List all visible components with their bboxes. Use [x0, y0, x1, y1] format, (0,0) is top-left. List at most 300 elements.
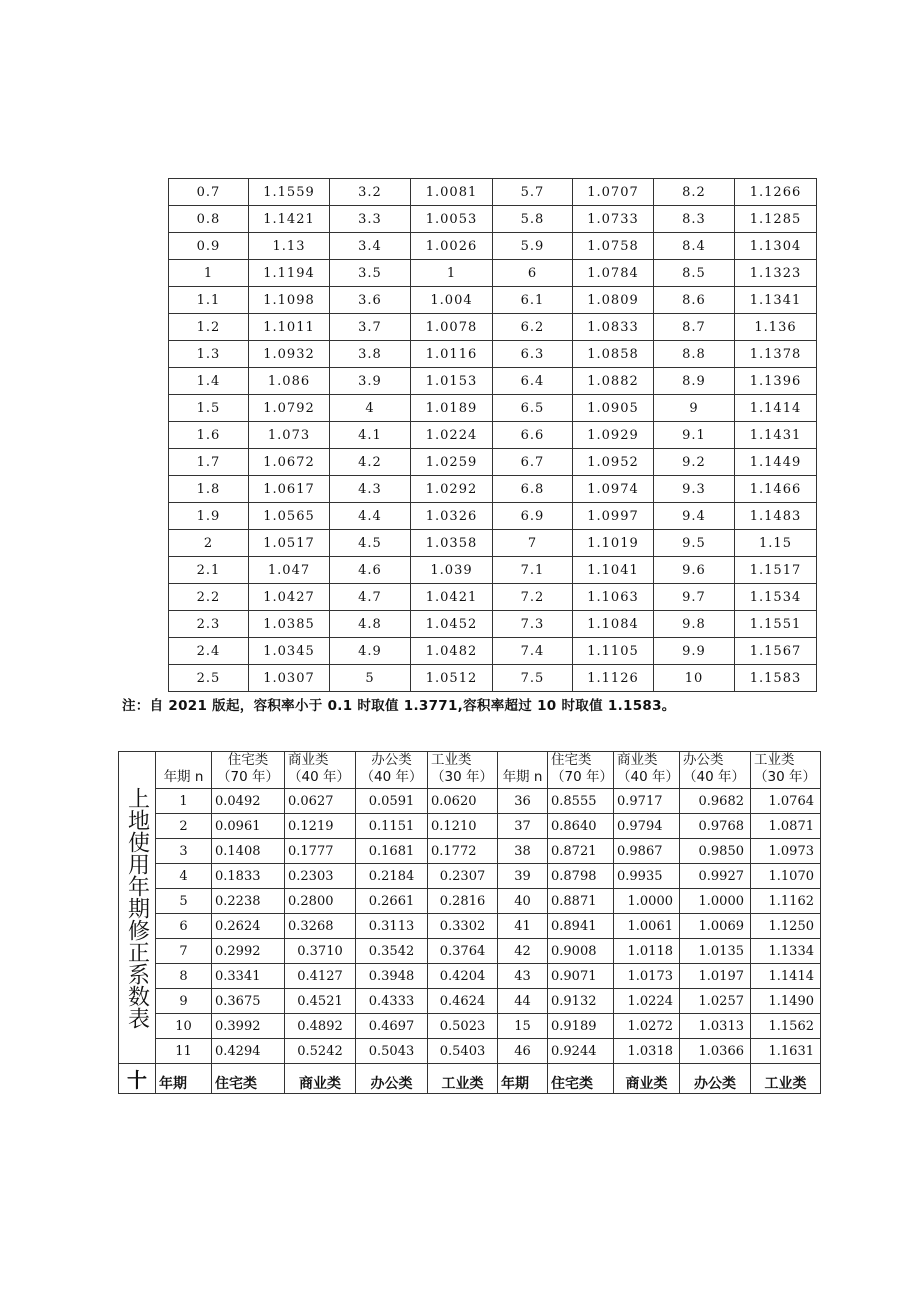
- term-year-cell: 5: [156, 889, 212, 914]
- coefficient-cell: 0.2992: [212, 939, 285, 964]
- correction-coefficient-cell: 1.1449: [735, 449, 817, 476]
- far-value-cell: 1.4: [169, 368, 249, 395]
- far-value-cell: 3.6: [330, 287, 411, 314]
- coefficient-cell: 1.1070: [751, 864, 821, 889]
- far-value-cell: 1: [169, 260, 249, 287]
- table-row: [119, 1039, 821, 1064]
- correction-coefficient-cell: 1.0997: [573, 503, 654, 530]
- coefficient-cell: 1.0000: [680, 889, 751, 914]
- correction-coefficient-cell: 1.0707: [573, 179, 654, 206]
- floor-area-ratio-table: [168, 178, 817, 692]
- table-row: [119, 789, 821, 814]
- far-value-cell: 1.3: [169, 341, 249, 368]
- term-year-cell: 6: [156, 914, 212, 939]
- table-row: [119, 914, 821, 939]
- correction-coefficient-cell: 1.1341: [735, 287, 817, 314]
- far-value-cell: 0.7: [169, 179, 249, 206]
- correction-coefficient-cell: 1.073: [249, 422, 330, 449]
- far-value-cell: 2.3: [169, 611, 249, 638]
- table-row: [169, 665, 817, 692]
- far-value-cell: 3.5: [330, 260, 411, 287]
- far-value-cell: 9.9: [654, 638, 735, 665]
- correction-coefficient-cell: 1.1431: [735, 422, 817, 449]
- correction-coefficient-cell: 1.0452: [411, 611, 493, 638]
- coefficient-cell: 1.0197: [680, 964, 751, 989]
- far-value-cell: 1.1: [169, 287, 249, 314]
- coefficient-cell: 0.8721: [548, 839, 614, 864]
- far-value-cell: 9.5: [654, 530, 735, 557]
- far-value-cell: 5.7: [493, 179, 573, 206]
- correction-coefficient-cell: 1.0672: [249, 449, 330, 476]
- correction-coefficient-cell: 1.13: [249, 233, 330, 260]
- far-value-cell: 9: [654, 395, 735, 422]
- coefficient-cell: 1.1250: [751, 914, 821, 939]
- correction-coefficient-cell: 1.1285: [735, 206, 817, 233]
- correction-coefficient-cell: 1.0833: [573, 314, 654, 341]
- coefficient-cell: 0.2624: [212, 914, 285, 939]
- far-value-cell: 1.7: [169, 449, 249, 476]
- correction-coefficient-cell: 1.136: [735, 314, 817, 341]
- far-value-cell: 3.7: [330, 314, 411, 341]
- correction-coefficient-cell: 1.0809: [573, 287, 654, 314]
- correction-coefficient-cell: 1.0792: [249, 395, 330, 422]
- coefficient-cell: 0.3542: [356, 939, 428, 964]
- far-value-cell: 0.8: [169, 206, 249, 233]
- far-value-cell: 8.2: [654, 179, 735, 206]
- coefficient-cell: 1.0313: [680, 1014, 751, 1039]
- far-value-cell: 5.8: [493, 206, 573, 233]
- far-value-cell: 2.1: [169, 557, 249, 584]
- correction-coefficient-cell: 1.1421: [249, 206, 330, 233]
- correction-coefficient-cell: 1.0224: [411, 422, 493, 449]
- table-row: [169, 260, 817, 287]
- coefficient-cell: 0.9244: [548, 1039, 614, 1064]
- far-value-cell: 0.9: [169, 233, 249, 260]
- coefficient-cell: 0.8871: [548, 889, 614, 914]
- coefficient-cell: 0.8798: [548, 864, 614, 889]
- far-value-cell: 1.8: [169, 476, 249, 503]
- far-value-cell: 4.3: [330, 476, 411, 503]
- table-row: [119, 939, 821, 964]
- table-row: [169, 611, 817, 638]
- coefficient-cell: 0.5023: [428, 1014, 498, 1039]
- header-term-2: 年期 n: [498, 752, 548, 789]
- far-value-cell: 1.5: [169, 395, 249, 422]
- correction-coefficient-cell: 1.047: [249, 557, 330, 584]
- far-table-note: 注：自 2021 版起，容积率小于 0.1 时取值 1.3771,容积率超过 10 时取值 1.1583。: [122, 698, 676, 714]
- correction-coefficient-cell: 1.0307: [249, 665, 330, 692]
- correction-coefficient-cell: 1.1304: [735, 233, 817, 260]
- correction-coefficient-cell: 1.0153: [411, 368, 493, 395]
- next-table-header-cell: 住宅类: [212, 1064, 285, 1094]
- coefficient-cell: 1.0000: [614, 889, 680, 914]
- term-year-cell: 4: [156, 864, 212, 889]
- coefficient-cell: 0.1151: [356, 814, 428, 839]
- coefficient-cell: 0.3268: [285, 914, 356, 939]
- correction-coefficient-cell: 1.0259: [411, 449, 493, 476]
- far-value-cell: 4.7: [330, 584, 411, 611]
- coefficient-cell: 0.2238: [212, 889, 285, 914]
- table-row: [119, 864, 821, 889]
- coefficient-cell: 0.4294: [212, 1039, 285, 1064]
- coefficient-cell: 0.9927: [680, 864, 751, 889]
- coefficient-cell: 0.5043: [356, 1039, 428, 1064]
- correction-coefficient-cell: 1.1567: [735, 638, 817, 665]
- correction-coefficient-cell: 1.1063: [573, 584, 654, 611]
- table-row: [119, 964, 821, 989]
- far-value-cell: 7: [493, 530, 573, 557]
- table-row: [119, 814, 821, 839]
- far-value-cell: 3.9: [330, 368, 411, 395]
- coefficient-cell: 0.3764: [428, 939, 498, 964]
- next-table-header-row: [119, 1064, 821, 1094]
- far-value-cell: 9.4: [654, 503, 735, 530]
- term-year-cell: 44: [498, 989, 548, 1014]
- correction-coefficient-cell: 1.1466: [735, 476, 817, 503]
- coefficient-cell: 0.1772: [428, 839, 498, 864]
- table-row: [169, 638, 817, 665]
- term-year-cell: 15: [498, 1014, 548, 1039]
- term-year-cell: 36: [498, 789, 548, 814]
- coefficient-cell: 1.1631: [751, 1039, 821, 1064]
- far-value-cell: 3.2: [330, 179, 411, 206]
- far-value-cell: 10: [654, 665, 735, 692]
- correction-coefficient-cell: 1.1041: [573, 557, 654, 584]
- table-row: [119, 989, 821, 1014]
- correction-coefficient-cell: 1.004: [411, 287, 493, 314]
- correction-coefficient-cell: 1.0733: [573, 206, 654, 233]
- next-table-header-cell: 工业类: [751, 1064, 821, 1094]
- correction-coefficient-cell: 1.0326: [411, 503, 493, 530]
- far-value-cell: 7.1: [493, 557, 573, 584]
- correction-coefficient-cell: 1.0758: [573, 233, 654, 260]
- far-value-cell: 8.3: [654, 206, 735, 233]
- far-value-cell: 7.3: [493, 611, 573, 638]
- correction-coefficient-cell: 1.0078: [411, 314, 493, 341]
- far-value-cell: 9.1: [654, 422, 735, 449]
- correction-coefficient-cell: 1.0932: [249, 341, 330, 368]
- far-value-cell: 4: [330, 395, 411, 422]
- correction-coefficient-cell: 1.1551: [735, 611, 817, 638]
- coefficient-cell: 0.1210: [428, 814, 498, 839]
- far-value-cell: 5.9: [493, 233, 573, 260]
- far-value-cell: 5: [330, 665, 411, 692]
- table-row: [119, 839, 821, 864]
- coefficient-cell: 1.0318: [614, 1039, 680, 1064]
- coefficient-cell: 0.1777: [285, 839, 356, 864]
- coefficient-cell: 0.4521: [285, 989, 356, 1014]
- coefficient-cell: 0.9850: [680, 839, 751, 864]
- correction-coefficient-cell: 1.1266: [735, 179, 817, 206]
- far-value-cell: 6.3: [493, 341, 573, 368]
- coefficient-cell: 0.4333: [356, 989, 428, 1014]
- coefficient-cell: 0.0492: [212, 789, 285, 814]
- table-row: [169, 476, 817, 503]
- far-value-cell: 7.2: [493, 584, 573, 611]
- header-residential: 住宅类（70 年）: [212, 752, 285, 789]
- next-table-header-cell: 商业类: [614, 1064, 680, 1094]
- term-year-cell: 46: [498, 1039, 548, 1064]
- coefficient-cell: 0.3341: [212, 964, 285, 989]
- coefficient-cell: 1.0973: [751, 839, 821, 864]
- term-year-cell: 7: [156, 939, 212, 964]
- correction-coefficient-cell: 1.0482: [411, 638, 493, 665]
- far-value-cell: 8.9: [654, 368, 735, 395]
- term-year-cell: 10: [156, 1014, 212, 1039]
- coefficient-cell: 1.0764: [751, 789, 821, 814]
- far-value-cell: 4.8: [330, 611, 411, 638]
- far-value-cell: 1.6: [169, 422, 249, 449]
- correction-coefficient-cell: 1.1414: [735, 395, 817, 422]
- far-value-cell: 6.1: [493, 287, 573, 314]
- correction-coefficient-cell: 1.0952: [573, 449, 654, 476]
- coefficient-cell: 1.0173: [614, 964, 680, 989]
- coefficient-cell: 0.1681: [356, 839, 428, 864]
- coefficient-cell: 0.3302: [428, 914, 498, 939]
- term-year-cell: 11: [156, 1039, 212, 1064]
- coefficient-cell: 0.8555: [548, 789, 614, 814]
- far-value-cell: 1.9: [169, 503, 249, 530]
- header-office: 办公类（40 年）: [356, 752, 428, 789]
- coefficient-cell: 1.0366: [680, 1039, 751, 1064]
- coefficient-cell: 0.9008: [548, 939, 614, 964]
- header-residential-2: 住宅类（70 年）: [548, 752, 614, 789]
- far-value-cell: 4.5: [330, 530, 411, 557]
- correction-coefficient-cell: 1.0565: [249, 503, 330, 530]
- term-year-cell: 42: [498, 939, 548, 964]
- far-value-cell: 4.9: [330, 638, 411, 665]
- table-row: [169, 503, 817, 530]
- correction-coefficient-cell: 1.0421: [411, 584, 493, 611]
- term-year-cell: 38: [498, 839, 548, 864]
- coefficient-cell: 0.4892: [285, 1014, 356, 1039]
- term-table-header-row: [119, 752, 821, 789]
- far-value-cell: 8.5: [654, 260, 735, 287]
- coefficient-cell: 0.3992: [212, 1014, 285, 1039]
- coefficient-cell: 1.0272: [614, 1014, 680, 1039]
- coefficient-cell: 0.4204: [428, 964, 498, 989]
- header-commercial: 商业类（40 年）: [285, 752, 356, 789]
- coefficient-cell: 0.2816: [428, 889, 498, 914]
- correction-coefficient-cell: 1.0974: [573, 476, 654, 503]
- coefficient-cell: 0.5242: [285, 1039, 356, 1064]
- correction-coefficient-cell: 1.1517: [735, 557, 817, 584]
- term-year-cell: 43: [498, 964, 548, 989]
- correction-coefficient-cell: 1.086: [249, 368, 330, 395]
- header-industrial-2: 工业类（30 年）: [751, 752, 821, 789]
- coefficient-cell: 0.9867: [614, 839, 680, 864]
- coefficient-cell: 0.4624: [428, 989, 498, 1014]
- coefficient-cell: 0.2303: [285, 864, 356, 889]
- correction-coefficient-cell: 1.0385: [249, 611, 330, 638]
- coefficient-cell: 0.3710: [285, 939, 356, 964]
- coefficient-cell: 0.0627: [285, 789, 356, 814]
- coefficient-cell: 0.2800: [285, 889, 356, 914]
- term-year-cell: 3: [156, 839, 212, 864]
- far-value-cell: 3.4: [330, 233, 411, 260]
- table-row: [169, 314, 817, 341]
- coefficient-cell: 0.3675: [212, 989, 285, 1014]
- table-row: [119, 889, 821, 914]
- correction-coefficient-cell: 1.1011: [249, 314, 330, 341]
- coefficient-cell: 1.0257: [680, 989, 751, 1014]
- correction-coefficient-cell: 1.0189: [411, 395, 493, 422]
- coefficient-cell: 0.0620: [428, 789, 498, 814]
- coefficient-cell: 0.3948: [356, 964, 428, 989]
- correction-coefficient-cell: 1.039: [411, 557, 493, 584]
- coefficient-cell: 0.2661: [356, 889, 428, 914]
- term-year-cell: 41: [498, 914, 548, 939]
- table-row: [169, 287, 817, 314]
- land-use-term-correction-table: [118, 751, 821, 1094]
- table-row: [169, 449, 817, 476]
- term-table-title: 上地使用年期修正系数表: [119, 752, 156, 1064]
- correction-coefficient-cell: 1.0784: [573, 260, 654, 287]
- far-value-cell: 9.3: [654, 476, 735, 503]
- correction-coefficient-cell: 1.1534: [735, 584, 817, 611]
- correction-coefficient-cell: 1.0081: [411, 179, 493, 206]
- far-value-cell: 2.5: [169, 665, 249, 692]
- correction-coefficient-cell: 1.1105: [573, 638, 654, 665]
- correction-coefficient-cell: 1.0517: [249, 530, 330, 557]
- coefficient-cell: 0.9935: [614, 864, 680, 889]
- correction-coefficient-cell: 1.1323: [735, 260, 817, 287]
- far-value-cell: 6.7: [493, 449, 573, 476]
- coefficient-cell: 0.0591: [356, 789, 428, 814]
- far-value-cell: 9.2: [654, 449, 735, 476]
- correction-coefficient-cell: 1.0053: [411, 206, 493, 233]
- far-value-cell: 8.8: [654, 341, 735, 368]
- far-value-cell: 3.3: [330, 206, 411, 233]
- table-row: [169, 368, 817, 395]
- far-value-cell: 6.6: [493, 422, 573, 449]
- table-row: [169, 206, 817, 233]
- header-commercial-2: 商业类（40 年）: [614, 752, 680, 789]
- correction-coefficient-cell: 1.0427: [249, 584, 330, 611]
- far-value-cell: 6.8: [493, 476, 573, 503]
- table-row: [169, 530, 817, 557]
- coefficient-cell: 1.1562: [751, 1014, 821, 1039]
- correction-coefficient-cell: 1.0617: [249, 476, 330, 503]
- table-row: [169, 233, 817, 260]
- correction-coefficient-cell: 1: [411, 260, 493, 287]
- far-value-cell: 2: [169, 530, 249, 557]
- coefficient-cell: 0.3113: [356, 914, 428, 939]
- coefficient-cell: 0.9071: [548, 964, 614, 989]
- correction-coefficient-cell: 1.15: [735, 530, 817, 557]
- correction-coefficient-cell: 1.0292: [411, 476, 493, 503]
- far-value-cell: 8.6: [654, 287, 735, 314]
- coefficient-cell: 0.9189: [548, 1014, 614, 1039]
- next-table-title-fragment: 十: [119, 1064, 156, 1094]
- table-row: [169, 341, 817, 368]
- correction-coefficient-cell: 1.0116: [411, 341, 493, 368]
- correction-coefficient-cell: 1.0358: [411, 530, 493, 557]
- coefficient-cell: 1.1162: [751, 889, 821, 914]
- next-table-header-cell: 办公类: [356, 1064, 428, 1094]
- next-table-header-cell: 工业类: [428, 1064, 498, 1094]
- coefficient-cell: 0.4127: [285, 964, 356, 989]
- correction-coefficient-cell: 1.0882: [573, 368, 654, 395]
- far-value-cell: 3.8: [330, 341, 411, 368]
- next-table-header-cell: 办公类: [680, 1064, 751, 1094]
- correction-coefficient-cell: 1.1098: [249, 287, 330, 314]
- correction-coefficient-cell: 1.1559: [249, 179, 330, 206]
- table-row: [169, 179, 817, 206]
- far-value-cell: 4.1: [330, 422, 411, 449]
- coefficient-cell: 0.8640: [548, 814, 614, 839]
- far-value-cell: 2.4: [169, 638, 249, 665]
- coefficient-cell: 1.0061: [614, 914, 680, 939]
- correction-coefficient-cell: 1.1378: [735, 341, 817, 368]
- coefficient-cell: 0.9717: [614, 789, 680, 814]
- correction-coefficient-cell: 1.1194: [249, 260, 330, 287]
- coefficient-cell: 1.0118: [614, 939, 680, 964]
- far-value-cell: 6.5: [493, 395, 573, 422]
- far-value-cell: 9.7: [654, 584, 735, 611]
- term-year-cell: 8: [156, 964, 212, 989]
- next-table-header-cell: 年期: [498, 1064, 548, 1094]
- far-value-cell: 6.2: [493, 314, 573, 341]
- term-year-cell: 37: [498, 814, 548, 839]
- next-table-header-cell: 住宅类: [548, 1064, 614, 1094]
- correction-coefficient-cell: 1.1483: [735, 503, 817, 530]
- table-row: [169, 584, 817, 611]
- correction-coefficient-cell: 1.1126: [573, 665, 654, 692]
- coefficient-cell: 1.1334: [751, 939, 821, 964]
- correction-coefficient-cell: 1.1019: [573, 530, 654, 557]
- far-value-cell: 8.4: [654, 233, 735, 260]
- correction-coefficient-cell: 1.1583: [735, 665, 817, 692]
- far-value-cell: 9.6: [654, 557, 735, 584]
- coefficient-cell: 1.1414: [751, 964, 821, 989]
- coefficient-cell: 0.4697: [356, 1014, 428, 1039]
- far-value-cell: 6: [493, 260, 573, 287]
- term-year-cell: 1: [156, 789, 212, 814]
- coefficient-cell: 0.1833: [212, 864, 285, 889]
- coefficient-cell: 0.9132: [548, 989, 614, 1014]
- correction-coefficient-cell: 1.0929: [573, 422, 654, 449]
- far-value-cell: 4.2: [330, 449, 411, 476]
- next-table-header-cell: 商业类: [285, 1064, 356, 1094]
- correction-coefficient-cell: 1.0345: [249, 638, 330, 665]
- correction-coefficient-cell: 1.0905: [573, 395, 654, 422]
- term-year-cell: 40: [498, 889, 548, 914]
- coefficient-cell: 0.2184: [356, 864, 428, 889]
- coefficient-cell: 0.8941: [548, 914, 614, 939]
- table-row: [169, 395, 817, 422]
- header-term: 年期 n: [156, 752, 212, 789]
- correction-coefficient-cell: 1.1084: [573, 611, 654, 638]
- coefficient-cell: 1.0135: [680, 939, 751, 964]
- coefficient-cell: 0.1219: [285, 814, 356, 839]
- far-value-cell: 1.2: [169, 314, 249, 341]
- far-value-cell: 6.4: [493, 368, 573, 395]
- table-row: [169, 422, 817, 449]
- correction-coefficient-cell: 1.1396: [735, 368, 817, 395]
- table-row: [169, 557, 817, 584]
- term-year-cell: 9: [156, 989, 212, 1014]
- correction-coefficient-cell: 1.0858: [573, 341, 654, 368]
- far-value-cell: 4.6: [330, 557, 411, 584]
- coefficient-cell: 0.9768: [680, 814, 751, 839]
- correction-coefficient-cell: 1.0026: [411, 233, 493, 260]
- coefficient-cell: 1.0871: [751, 814, 821, 839]
- far-value-cell: 9.8: [654, 611, 735, 638]
- term-year-cell: 39: [498, 864, 548, 889]
- coefficient-cell: 0.5403: [428, 1039, 498, 1064]
- far-value-cell: 2.2: [169, 584, 249, 611]
